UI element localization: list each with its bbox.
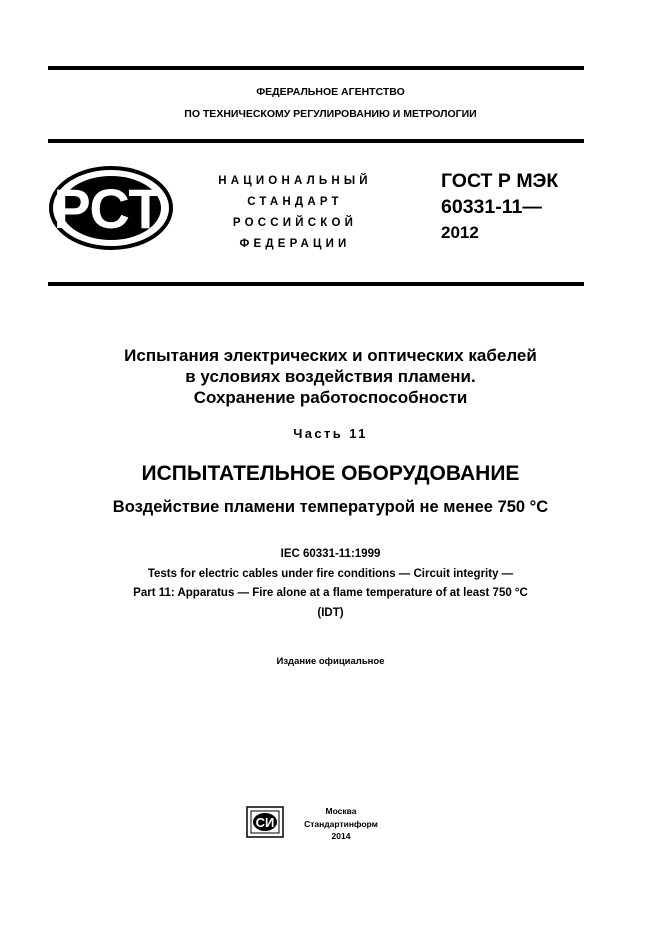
international-reference [0,545,661,623]
document-title [0,345,661,408]
agency-line-2: ПО ТЕХНИЧЕСКОМУ РЕГУЛИРОВАНИЮ И МЕТРОЛОГИИ [184,108,477,120]
english-title-line-2: Part 11: Apparatus — Fire alone at a flame temperature of at least 750 °C [133,587,528,599]
designation-line-3: 2012 [441,223,479,242]
national-standard-line-3: РОССИЙСКОЙ [232,217,358,229]
iec-code: IEC 60331-11:1999 [280,548,381,560]
middle-rule [48,282,584,286]
english-title-line-1: Tests for electric cables under fire conditions — Circuit integrity — [147,567,514,580]
standartinform-logo-icon [246,806,284,838]
national-standard-line-1: НАЦИОНАЛЬНЫЙ [218,175,372,187]
national-standard-line-2: СТАНДАРТ [247,196,343,208]
agency-line-1: ФЕДЕРАЛЬНОЕ АГЕНТСТВО [256,86,405,98]
edition-note: Издание официальное [276,656,385,667]
publisher-city: Москва [325,806,357,816]
gost-r-emblem-icon [48,165,174,251]
part-number: Часть 11 [293,426,368,441]
idt-mark: (IDT) [317,606,344,619]
designation-line-1: ГОСТ Р МЭК [441,170,559,192]
publisher-block [296,805,386,843]
main-heading: ИСПЫТАТЕЛЬНОЕ ОБОРУДОВАНИЕ [141,462,520,485]
header-rule [48,139,584,143]
national-standard-block [195,171,395,255]
emblem-glyphs: РСТ [53,177,163,240]
top-rule [48,66,584,70]
subheading: Воздействие пламени температурой не менее 750 °С [112,498,549,516]
national-standard-line-4: ФЕДЕРАЦИИ [239,238,351,250]
standard-designation [441,168,601,246]
publisher-year: 2014 [331,831,351,841]
title-line-1: Испытания электрических и оптических кабелей [124,346,537,365]
publisher-name: Стандартинформ [304,818,378,829]
publisher-logo-glyphs: СИ [255,815,275,830]
title-line-3: Сохранение работоспособности [193,388,468,407]
title-line-2: в условиях воздействия пламени. [185,367,476,386]
designation-line-2: 60331-11— [441,196,542,218]
